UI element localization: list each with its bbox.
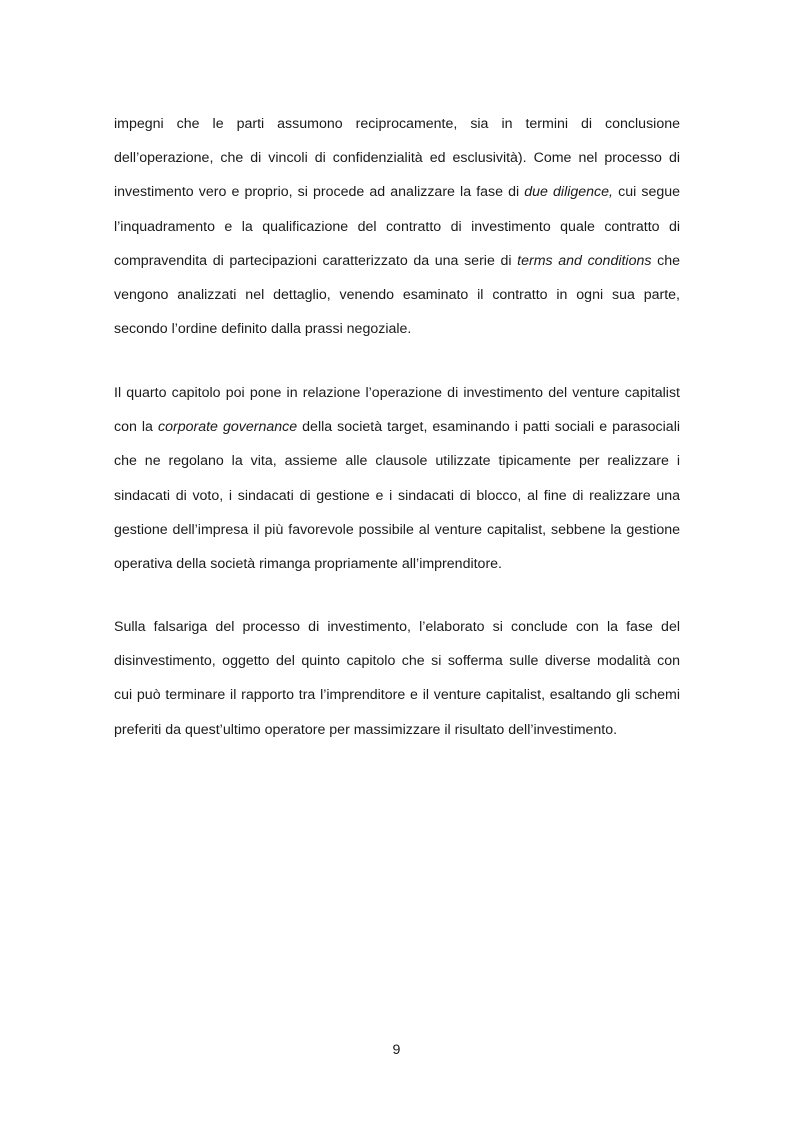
text-line	[114, 175, 680, 209]
text-segment: secondo l’ordine definito dalla prassi negoziale.	[114, 321, 412, 338]
text-segment: disinvestimento, oggetto del quinto capitolo che si sofferma sulle diverse modalità con	[114, 653, 680, 670]
paragraph	[114, 107, 680, 346]
text-line	[114, 107, 680, 141]
italic-term: terms and conditions	[517, 252, 652, 269]
text-line	[114, 479, 680, 513]
text-line	[114, 312, 680, 346]
text-line	[114, 644, 680, 678]
text-segment: che	[651, 252, 680, 269]
text-segment: impegni che le parti assumono reciprocamente, sia in termini di conclusione	[114, 116, 680, 132]
text-segment: Il quarto capitolo poi pone in relazione l’operazione di investimento del venture capitalist	[114, 385, 680, 401]
text-line	[114, 376, 680, 410]
text-segment: cui può terminare il rapporto tra l’imprenditore e il venture capitalist, esaltando gli schemi	[114, 687, 680, 704]
text-segment: compravendita di partecipazioni caratterizzato da una serie di	[114, 252, 518, 269]
text-segment: che ne regolano la vita, assieme alle clausole utilizzate tipicamente per realizzare i	[114, 453, 680, 470]
text-segment: investimento vero e proprio, si procede ad analizzare la fase di	[114, 184, 525, 201]
paragraph	[114, 376, 680, 581]
page-number: 9	[392, 1042, 401, 1058]
text-line	[114, 678, 680, 712]
text-line	[114, 513, 680, 547]
text-segment: Sulla falsariga del processo di investimento, l’elaborato si conclude con la fase del	[114, 619, 680, 635]
text-line	[114, 410, 680, 444]
text-line	[114, 713, 680, 747]
text-segment: l’inquadramento e la qualificazione del contratto di investimento quale contratto di	[114, 218, 680, 235]
italic-term: due diligence,	[524, 184, 613, 201]
text-segment: gestione dell’impresa il più favorevole possibile al venture capitalist, sebbene la gestione	[114, 521, 680, 538]
paragraph	[114, 610, 680, 747]
text-segment: dell’operazione, che di vincoli di confidenzialità ed esclusività). Come nel processo di	[114, 150, 680, 167]
text-segment: cui segue	[613, 184, 681, 201]
text-line	[114, 547, 680, 581]
text-line	[114, 244, 680, 278]
text-line	[114, 444, 680, 478]
text-segment: preferiti da quest’ultimo operatore per massimizzare il risultato dell’investimento.	[114, 721, 618, 738]
text-line	[114, 141, 680, 175]
text-segment: sindacati di voto, i sindacati di gestione e i sindacati di blocco, al fine di realizzare una	[114, 487, 680, 504]
text-segment: della società target, esaminando i patti sociali e parasociali	[297, 419, 680, 436]
text-segment: vengono analizzati nel dettaglio, venendo esaminato il contratto in ogni sua parte,	[114, 286, 680, 303]
text-line	[114, 210, 680, 244]
text-segment: operativa della società rimanga propriamente all’imprenditore.	[114, 555, 502, 572]
text-segment: con la	[114, 419, 158, 436]
text-line	[114, 278, 680, 312]
text-line	[114, 610, 680, 644]
italic-term: corporate governance	[158, 419, 298, 436]
